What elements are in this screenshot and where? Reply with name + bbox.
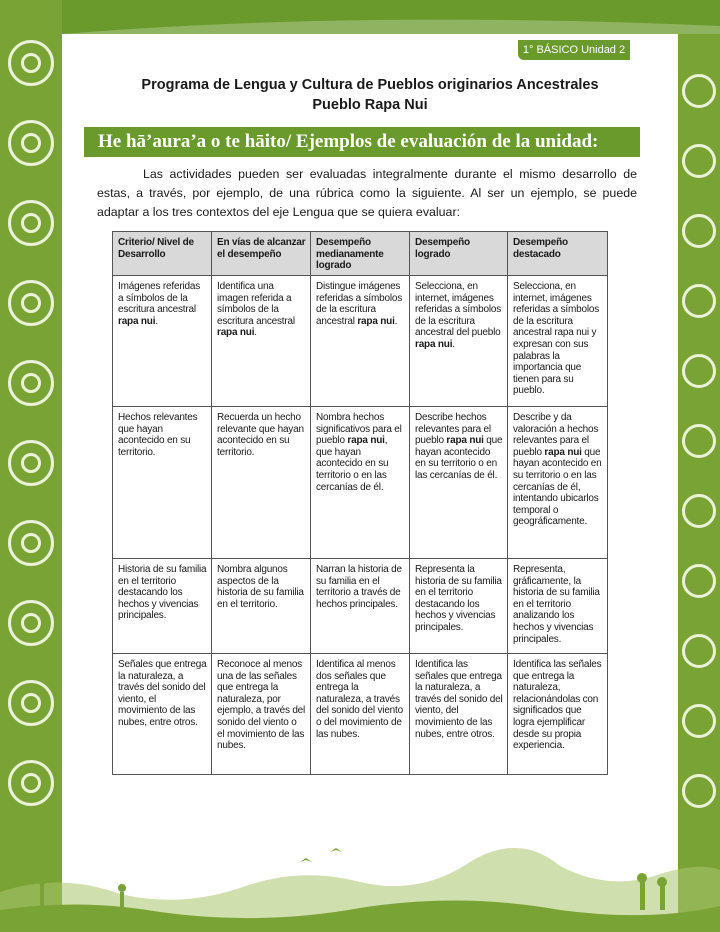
table-cell: Hechos relevantes que hayan acontecido en su territorio.: [113, 407, 212, 559]
table-cell: Identifica las señales que entrega la naturaleza, relacionándolas con significados que logra ejemplificar desde su propia experiencia.: [508, 654, 608, 775]
spiral-icon: [682, 214, 716, 248]
spiral-icon: [8, 520, 54, 566]
spiral-icon: [682, 424, 716, 458]
spiral-icon: [8, 360, 54, 406]
spiral-icon: [682, 774, 716, 808]
spiral-icon: [8, 120, 54, 166]
spiral-icon: [682, 564, 716, 598]
table-cell: Historia de su familia en el territorio destacando los hechos y vivencias principales.: [113, 559, 212, 654]
right-decorative-border: [678, 34, 720, 932]
table-cell: Señales que entrega la naturaleza, a través del sonido del viento, el movimiento de las nubes, entre otros.: [113, 654, 212, 775]
landscape-illustration: [0, 822, 720, 932]
spiral-icon: [8, 680, 54, 726]
evaluation-rubric-table: [112, 231, 608, 775]
table-cell: Distingue imágenes referidas a símbolos de la escritura ancestral rapa nui.: [311, 276, 410, 407]
table-row: [113, 407, 608, 559]
table-cell: Describe y da valoración a hechos relevantes para el pueblo rapa nui que hayan acontecido en su territorio o en las cercanías de él, intentando ubicarlos temporal o geográficamente.: [508, 407, 608, 559]
people-title: Pueblo Rapa Nui: [312, 97, 428, 113]
spiral-icon: [682, 284, 716, 318]
header-en-vias: En vías de alcanzar el desempeño: [212, 232, 311, 276]
spiral-icon: [682, 704, 716, 738]
grade-unit-tag: 1° BÁSICO Unidad 2: [518, 40, 630, 60]
spiral-icon: [682, 144, 716, 178]
table-cell: Nombra hechos significativos para el pueblo rapa nui, que hayan acontecido en su territorio o en las cercanías de él.: [311, 407, 410, 559]
spiral-icon: [8, 440, 54, 486]
band-wave-icon: [0, 0, 720, 34]
table-row: [113, 654, 608, 775]
spiral-icon: [8, 200, 54, 246]
header-logrado: Desempeño logrado: [410, 232, 508, 276]
spiral-icon: [8, 280, 54, 326]
table-cell: Representa, gráficamente, la historia de su familia en el territorio analizando los hechos y vivencias principales.: [508, 559, 608, 654]
spiral-icon: [8, 600, 54, 646]
table-cell: Reconoce al menos una de las señales que entrega la naturaleza, por ejemplo, a través del sonido del viento o el movimiento de las nubes.: [212, 654, 311, 775]
table-cell: Recuerda un hecho relevante que hayan acontecido en su territorio.: [212, 407, 311, 559]
table-header-row: [113, 232, 608, 276]
header-criterio: Criterio/ Nivel de Desarrollo: [113, 232, 212, 276]
spiral-icon: [8, 760, 54, 806]
header-medianamente: Desempeño medianamente logrado: [311, 232, 410, 276]
spiral-icon: [682, 354, 716, 388]
header-destacado: Desempeño destacado: [508, 232, 608, 276]
table-cell: Identifica una imagen referida a símbolos de la escritura ancestral rapa nui.: [212, 276, 311, 407]
spiral-icon: [682, 74, 716, 108]
spiral-icon: [8, 40, 54, 86]
top-decorative-band: [0, 0, 720, 34]
table-cell: Imágenes referidas a símbolos de la escritura ancestral rapa nui.: [113, 276, 212, 407]
table-cell: Identifica al menos dos señales que entrega la naturaleza, a través del sonido del viento o del movimiento de las nubes.: [311, 654, 410, 775]
table-row: [113, 276, 608, 407]
table-cell: Narran la historia de su familia en el territorio a través de hechos principales.: [311, 559, 410, 654]
section-heading: He hā’aura’a o te hāito/ Ejemplos de evaluación de la unidad:: [84, 127, 640, 157]
table-cell: Selecciona, en internet, imágenes referidas a símbolos de la escritura ancestral rapa nui y expresan con sus palabras la importancia que tienen para su pueblo.: [508, 276, 608, 407]
intro-paragraph: Las actividades pueden ser evaluadas integralmente durante el mismo desarrollo de estas, a través, por ejemplo, de una rúbrica como la siguiente. Al ser un ejemplo, se puede adaptar a los tres contextos del eje Lengua que se quiera evaluar:: [97, 167, 637, 219]
table-row: [113, 559, 608, 654]
spiral-icon: [682, 634, 716, 668]
left-decorative-border: [0, 0, 62, 932]
table-cell: Describe hechos relevantes para el pueblo rapa nui que hayan acontecido en su territorio o en las cercanías de él.: [410, 407, 508, 559]
table-cell: Identifica las señales que entrega la naturaleza, a través del sonido del viento, del movimiento de las nubes, entre otros.: [410, 654, 508, 775]
table-cell: Selecciona, en internet, imágenes referidas a símbolos de la escritura ancestral del pueblo rapa nui.: [410, 276, 508, 407]
program-title: Programa de Lengua y Cultura de Pueblos originarios Ancestrales: [141, 77, 599, 93]
table-cell: Nombra algunos aspectos de la historia de su familia en el territorio.: [212, 559, 311, 654]
spiral-icon: [682, 494, 716, 528]
table-cell: Representa la historia de su familia en el territorio destacando los hechos y vivencias principales.: [410, 559, 508, 654]
